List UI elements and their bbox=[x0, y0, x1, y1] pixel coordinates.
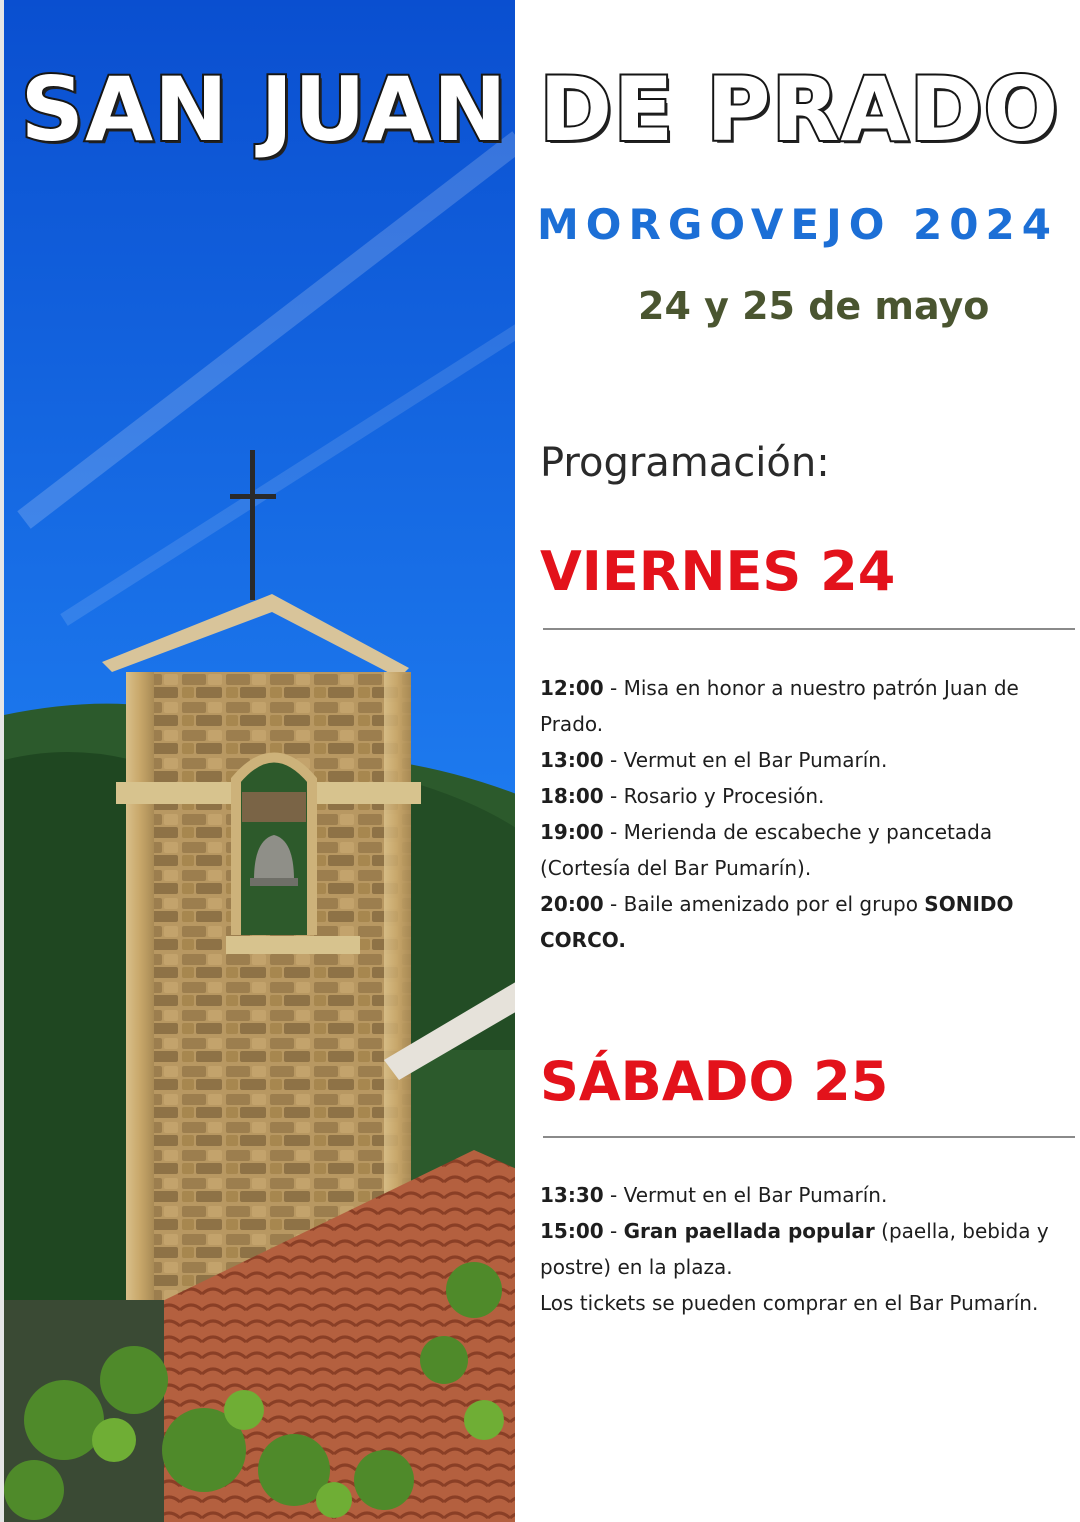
church-bell-tower-photo bbox=[0, 0, 515, 1522]
schedule-separator: - bbox=[603, 820, 624, 844]
schedule-separator: - bbox=[603, 1183, 624, 1207]
schedule-separator: - bbox=[603, 748, 624, 772]
schedule-separator: - bbox=[603, 676, 624, 700]
schedule-time: 15:00 bbox=[540, 1219, 604, 1243]
schedule-text: Misa en honor a nuestro patrón Juan de Prado. bbox=[540, 676, 1019, 736]
divider bbox=[543, 628, 1075, 630]
day-heading-viernes: VIERNES 24 bbox=[540, 540, 896, 603]
schedule-time: 19:00 bbox=[540, 820, 604, 844]
schedule-separator: - bbox=[603, 784, 624, 808]
schedule-time: 13:30 bbox=[540, 1183, 604, 1207]
schedule-time: 20:00 bbox=[540, 892, 604, 916]
schedule-item bbox=[540, 778, 1050, 814]
schedule-band-name: SONIDO CORCO. bbox=[540, 892, 1014, 952]
poster-dates: 24 y 25 de mayo bbox=[638, 284, 990, 328]
schedule-note bbox=[540, 1285, 1050, 1321]
schedule-time: 18:00 bbox=[540, 784, 604, 808]
schedule-text: Vermut en el Bar Pumarín. bbox=[623, 1183, 888, 1207]
schedule-separator: - bbox=[603, 892, 624, 916]
schedule-item bbox=[540, 1213, 1050, 1285]
schedule-text: (paella, bebida y postre) en la plaza. bbox=[540, 1219, 1049, 1279]
schedule-list-viernes bbox=[540, 670, 1050, 958]
schedule-time: 13:00 bbox=[540, 748, 604, 772]
schedule-item bbox=[540, 886, 1050, 958]
schedule-item bbox=[540, 670, 1050, 742]
divider bbox=[543, 1136, 1075, 1138]
poster-title: SAN JUAN DE PRADO bbox=[20, 58, 1060, 161]
schedule-highlight: Gran paellada popular bbox=[623, 1219, 875, 1243]
schedule-separator: - bbox=[603, 1219, 624, 1243]
schedule-list-sabado bbox=[540, 1177, 1050, 1321]
schedule-item bbox=[540, 814, 1050, 886]
schedule-text: Vermut en el Bar Pumarín. bbox=[623, 748, 888, 772]
program-heading: Programación: bbox=[540, 440, 830, 486]
schedule-text: Baile amenizado por el grupo bbox=[623, 892, 925, 916]
day-heading-sabado: SÁBADO 25 bbox=[540, 1050, 889, 1113]
schedule-time: 12:00 bbox=[540, 676, 604, 700]
schedule-text: Rosario y Procesión. bbox=[623, 784, 825, 808]
schedule-item bbox=[540, 1177, 1050, 1213]
schedule-item bbox=[540, 742, 1050, 778]
schedule-text: Merienda de escabeche y pancetada (Cortesía del Bar Pumarín). bbox=[540, 820, 993, 880]
tickets-note: Los tickets se pueden comprar en el Bar Pumarín. bbox=[540, 1291, 1039, 1315]
poster-subtitle: MORGOVEJO 2024 bbox=[537, 200, 1058, 249]
